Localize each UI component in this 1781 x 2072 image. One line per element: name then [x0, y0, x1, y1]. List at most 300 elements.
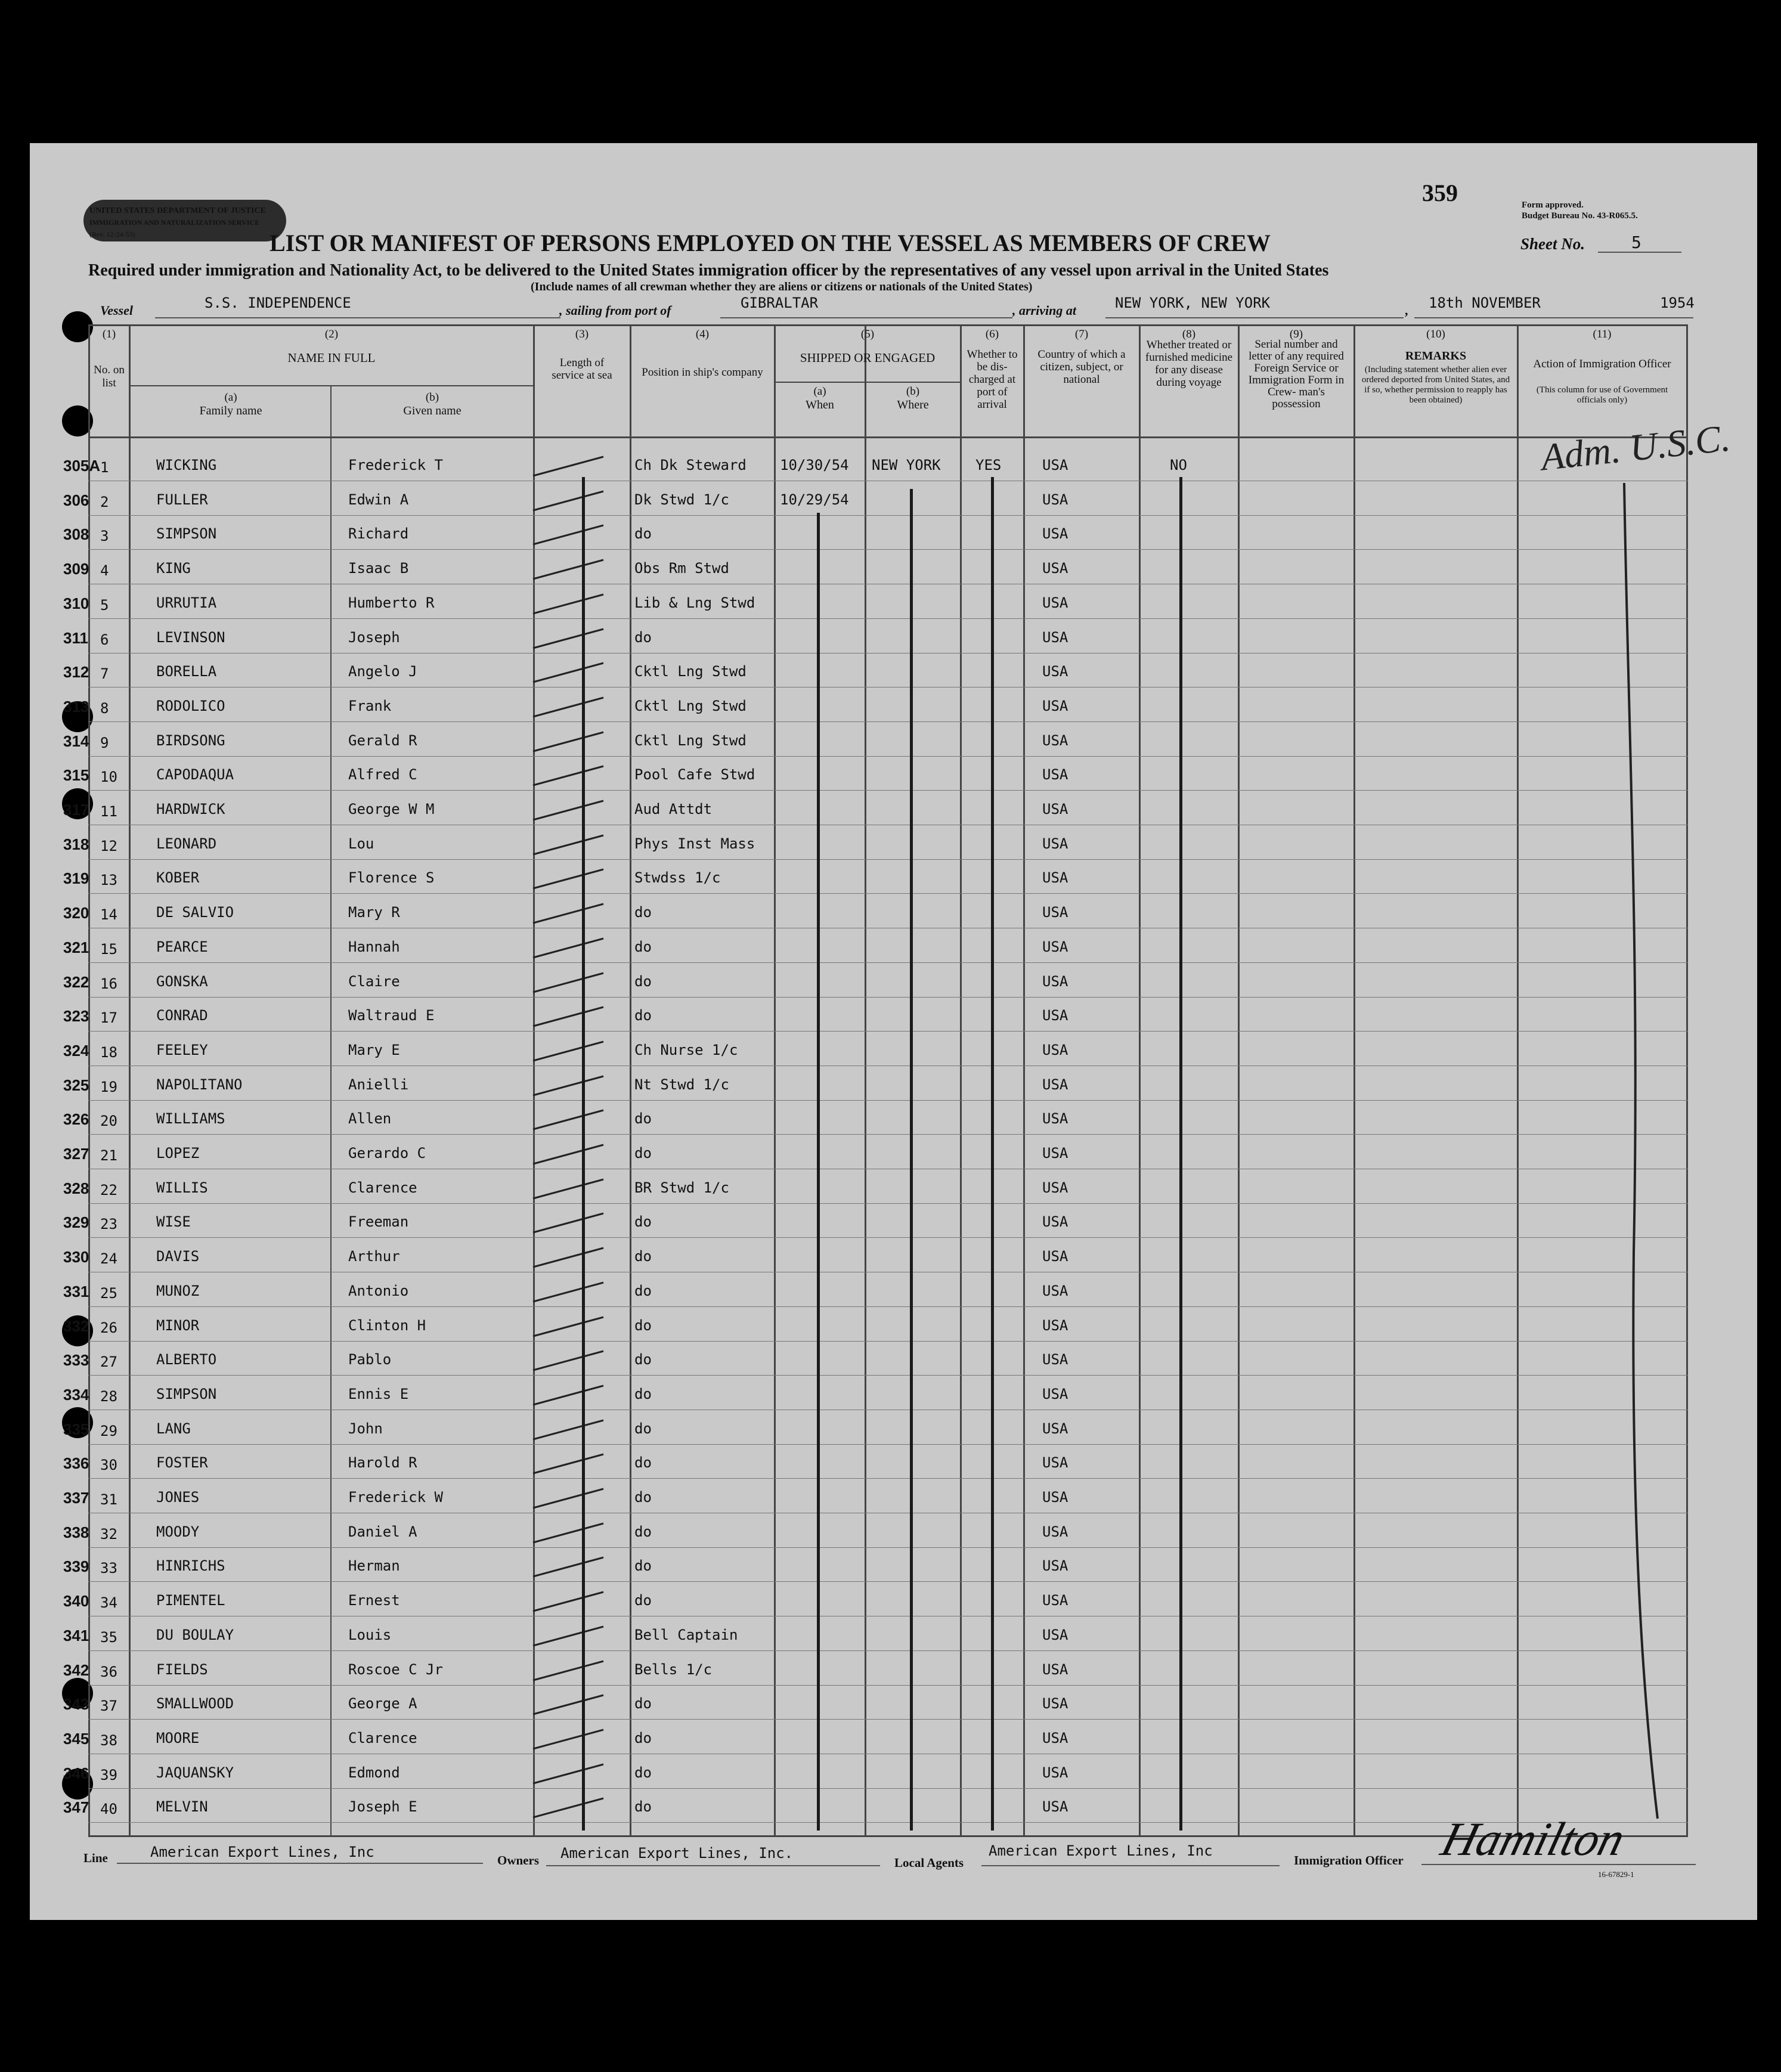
row-number: 23 [100, 1216, 117, 1232]
row-given-name: Clarence [348, 1179, 417, 1196]
row-position: Ch Nurse 1/c [634, 1042, 738, 1058]
row-serial: 326 [63, 1110, 89, 1128]
row-given-name: Daniel A [348, 1523, 417, 1540]
row-number: 18 [100, 1044, 117, 1061]
row-country: USA [1042, 1557, 1068, 1574]
row-family-name: GONSKA [156, 973, 208, 990]
service-tick-mark [531, 1140, 608, 1170]
col1-num: (1) [102, 328, 116, 340]
service-tick-mark [531, 590, 608, 620]
row-given-name: John [348, 1420, 383, 1437]
sheet-number: 5 [1631, 233, 1641, 252]
row-serial: 306 [63, 491, 89, 509]
column-rule [1139, 324, 1141, 1835]
row-country: USA [1042, 491, 1068, 508]
row-number: 15 [100, 941, 117, 958]
row-shipped-where: NEW YORK [872, 457, 941, 473]
row-serial: 346 [63, 1764, 89, 1782]
row-country: USA [1042, 801, 1068, 817]
col6-num: (6) [985, 328, 999, 340]
row-discharge: YES [975, 457, 1002, 473]
row-number: 11 [100, 803, 117, 820]
agents-value: American Export Lines, Inc [989, 1842, 1213, 1859]
redaction-blot [83, 200, 286, 241]
action-bracket-line [1598, 477, 1681, 1842]
row-country: USA [1042, 1454, 1068, 1471]
row-position: do [634, 1007, 652, 1024]
service-tick-mark [531, 1794, 608, 1823]
service-tick-mark [531, 1175, 608, 1204]
row-given-name: Humberto R [348, 594, 435, 611]
row-position: do [634, 904, 652, 921]
header-bottom-rule [88, 436, 1688, 438]
row-rule [88, 1031, 1688, 1032]
col7-num: (7) [1074, 328, 1089, 340]
row-number: 13 [100, 872, 117, 888]
row-serial: 338 [63, 1523, 89, 1541]
col5-label: SHIPPED OR ENGAGED [800, 351, 936, 365]
row-rule [88, 790, 1688, 791]
col5a-letter: (a) [813, 385, 826, 398]
vessel-label: Vessel [100, 303, 133, 318]
column-rule [865, 324, 866, 1835]
row-country: USA [1042, 1351, 1068, 1368]
row-family-name: MINOR [156, 1317, 200, 1334]
discharge-ditto-line [991, 477, 994, 1831]
service-tick-mark [531, 1209, 608, 1238]
column-rule [1238, 324, 1240, 1835]
row-serial: 313 [63, 698, 89, 716]
row-given-name: Clinton H [348, 1317, 426, 1334]
col5-num: (5) [860, 328, 875, 340]
row-serial: 328 [63, 1179, 89, 1197]
row-number: 37 [100, 1698, 117, 1714]
col11-num: (11) [1593, 328, 1612, 340]
row-position: Bell Captain [634, 1627, 738, 1643]
row-family-name: BORELLA [156, 663, 217, 680]
service-tick-mark [531, 693, 608, 723]
row-given-name: Mary E [348, 1042, 400, 1058]
row-number: 1 [100, 459, 109, 476]
row-number: 20 [100, 1113, 117, 1129]
row-family-name: FOSTER [156, 1454, 208, 1471]
col11-label: Action of Immigration Officer [1533, 358, 1671, 370]
row-number: 25 [100, 1285, 117, 1302]
service-ditto-line [582, 477, 585, 1831]
col4-label: Position in ship's company [642, 366, 763, 379]
owners-value: American Export Lines, Inc. [560, 1845, 794, 1862]
service-tick-mark [531, 1381, 608, 1411]
row-position: do [634, 1764, 652, 1781]
col5b-letter: (b) [906, 385, 920, 398]
row-country: USA [1042, 525, 1068, 542]
row-position: do [634, 1557, 652, 1574]
row-rule [88, 1650, 1688, 1651]
row-position: Ch Dk Steward [634, 457, 747, 473]
row-given-name: Florence S [348, 869, 435, 886]
row-number: 8 [100, 700, 109, 717]
row-serial: 329 [63, 1213, 89, 1231]
row-country: USA [1042, 1764, 1068, 1781]
row-family-name: SMALLWOOD [156, 1695, 234, 1712]
row-family-name: KOBER [156, 869, 200, 886]
row-serial: 319 [63, 869, 89, 887]
row-given-name: Ernest [348, 1592, 400, 1609]
service-tick-mark [531, 487, 608, 516]
service-tick-mark [531, 1416, 608, 1445]
row-family-name: MOODY [156, 1523, 200, 1540]
service-tick-mark [531, 831, 608, 860]
service-tick-mark [531, 1278, 608, 1308]
row-serial: 332 [63, 1317, 89, 1335]
row-serial: 322 [63, 973, 89, 991]
row-number: 31 [100, 1491, 117, 1508]
service-tick-mark [531, 796, 608, 826]
row-family-name: URRUTIA [156, 594, 217, 611]
row-family-name: JAQUANSKY [156, 1764, 234, 1781]
row-family-name: BIRDSONG [156, 732, 225, 749]
date-underline [1414, 317, 1693, 318]
row-rule [88, 1134, 1688, 1135]
page-number: 359 [1422, 179, 1458, 206]
row-country: USA [1042, 1213, 1068, 1230]
column-rule [630, 324, 631, 1835]
row-country: USA [1042, 1420, 1068, 1437]
row-family-name: MELVIN [156, 1798, 208, 1815]
row-number: 14 [100, 906, 117, 923]
row-given-name: George W M [348, 801, 435, 817]
service-tick-mark [531, 761, 608, 791]
row-family-name: DE SALVIO [156, 904, 234, 921]
row-position: Aud Attdt [634, 801, 713, 817]
row-serial: 325 [63, 1076, 89, 1094]
row-position: do [634, 1454, 652, 1471]
row-rule [88, 1237, 1688, 1238]
row-rule [88, 1341, 1688, 1342]
row-family-name: KING [156, 560, 191, 577]
row-given-name: Freeman [348, 1213, 409, 1230]
row-serial: 343 [63, 1695, 89, 1713]
row-country: USA [1042, 457, 1068, 473]
sailing-label: , sailing from port of [559, 303, 671, 318]
service-tick-mark [531, 1760, 608, 1789]
row-country: USA [1042, 1283, 1068, 1299]
service-tick-mark [531, 727, 608, 757]
row-serial: 347 [63, 1798, 89, 1816]
row-given-name: Joseph [348, 629, 400, 646]
service-tick-mark [531, 934, 608, 964]
service-tick-mark [531, 1656, 608, 1686]
row-serial: 342 [63, 1661, 89, 1679]
row-given-name: Lou [348, 835, 374, 852]
row-number: 3 [100, 528, 109, 544]
service-tick-mark [531, 1346, 608, 1376]
line-value: American Export Lines, Inc [150, 1844, 374, 1860]
row-given-name: Anielli [348, 1076, 409, 1093]
owners-underline [546, 1865, 880, 1866]
row-shipped-when: 10/29/54 [780, 491, 849, 508]
service-tick-mark [531, 1484, 608, 1514]
row-given-name: Richard [348, 525, 409, 542]
name-split-rule [330, 385, 332, 1835]
row-given-name: Mary R [348, 904, 400, 921]
service-tick-mark [531, 1450, 608, 1479]
col8-label: Whether treated or furnished medicine for any disease during voyage [1145, 339, 1233, 389]
row-position: do [634, 1317, 652, 1334]
service-tick-mark [531, 1519, 608, 1548]
row-country: USA [1042, 835, 1068, 852]
row-country: USA [1042, 1730, 1068, 1746]
row-number: 34 [100, 1594, 117, 1611]
row-given-name: Antonio [348, 1283, 409, 1299]
row-rule [88, 1478, 1688, 1479]
row-rule [88, 1547, 1688, 1548]
row-family-name: FULLER [156, 491, 208, 508]
row-family-name: MOORE [156, 1730, 200, 1746]
row-given-name: Hannah [348, 939, 400, 955]
row-family-name: HARDWICK [156, 801, 225, 817]
col8-num: (8) [1182, 328, 1196, 340]
line-label: Line [83, 1851, 108, 1865]
service-tick-mark [531, 521, 608, 550]
row-family-name: WILLIS [156, 1179, 208, 1196]
row-serial: 310 [63, 594, 89, 612]
row-position: do [634, 629, 652, 646]
row-country: USA [1042, 1627, 1068, 1643]
row-serial: 323 [63, 1007, 89, 1025]
row-number: 27 [100, 1354, 117, 1370]
row-rule [88, 1685, 1688, 1686]
row-rule [88, 1788, 1688, 1789]
row-given-name: Harold R [348, 1454, 417, 1471]
row-position: Pool Cafe Stwd [634, 766, 755, 783]
row-medicine: NO [1170, 457, 1187, 473]
service-tick-mark [531, 899, 608, 929]
row-position: do [634, 1213, 652, 1230]
date-comma: , [1405, 303, 1408, 318]
row-number: 35 [100, 1629, 117, 1646]
row-number: 7 [100, 665, 109, 682]
col9-label: Serial number and letter of any required Foreign Service or Immigration Form in Crew- man's possession [1248, 338, 1345, 410]
sailing-port: GIBRALTAR [741, 295, 819, 311]
row-position: Dk Stwd 1/c [634, 491, 729, 508]
row-serial: 311 [63, 629, 88, 647]
column-rule [1023, 324, 1025, 1835]
service-tick-mark [531, 1725, 608, 1755]
service-tick-mark [531, 555, 608, 585]
row-country: USA [1042, 904, 1068, 921]
budget-bureau: Budget Bureau No. 43-R065.5. [1522, 211, 1638, 221]
row-given-name: Gerald R [348, 732, 417, 749]
row-position: do [634, 525, 652, 542]
row-family-name: LOPEZ [156, 1145, 200, 1162]
row-position: Phys Inst Mass [634, 835, 755, 852]
table-top-rule [88, 324, 1688, 326]
row-position: do [634, 1489, 652, 1506]
owners-label: Owners [497, 1853, 539, 1867]
row-rule [88, 1203, 1688, 1204]
sheet-label: Sheet No. [1520, 235, 1585, 253]
col3-label: Length of service at sea [552, 357, 612, 382]
row-country: USA [1042, 869, 1068, 886]
row-country: USA [1042, 1248, 1068, 1265]
row-serial: 320 [63, 904, 89, 922]
row-family-name: LEVINSON [156, 629, 225, 646]
row-position: Obs Rm Stwd [634, 560, 729, 577]
col2-label: NAME IN FULL [287, 351, 376, 365]
row-country: USA [1042, 698, 1068, 714]
row-position: do [634, 1248, 652, 1265]
row-number: 32 [100, 1526, 117, 1543]
row-serial: 305A [63, 457, 101, 475]
row-country: USA [1042, 594, 1068, 611]
row-position: do [634, 1592, 652, 1609]
col10-num: (10) [1426, 328, 1445, 340]
form-approved: Form approved. [1522, 200, 1584, 210]
row-family-name: RODOLICO [156, 698, 225, 714]
row-number: 12 [100, 838, 117, 854]
row-country: USA [1042, 1661, 1068, 1678]
row-family-name: MUNOZ [156, 1283, 200, 1299]
col3-num: (3) [575, 328, 589, 340]
column-rule [774, 324, 776, 1835]
row-serial: 327 [63, 1145, 89, 1163]
row-number: 2 [100, 494, 109, 510]
where-ditto-line [910, 489, 913, 1831]
row-number: 10 [100, 769, 117, 785]
row-rule [88, 1581, 1688, 1582]
row-country: USA [1042, 1523, 1068, 1540]
row-serial: 335 [63, 1420, 89, 1438]
row-serial: 341 [63, 1627, 89, 1644]
service-tick-mark [531, 1071, 608, 1101]
agents-label: Local Agents [894, 1856, 964, 1870]
service-tick-mark [531, 1690, 608, 1720]
row-family-name: HINRICHS [156, 1557, 225, 1574]
row-given-name: Frederick T [348, 457, 443, 473]
service-tick-mark [531, 1587, 608, 1617]
row-number: 28 [100, 1388, 117, 1405]
service-tick-mark [531, 658, 608, 688]
col2b-label: Given name [403, 404, 461, 417]
row-family-name: WILLIAMS [156, 1110, 225, 1127]
row-position: do [634, 1351, 652, 1368]
row-family-name: SIMPSON [156, 525, 217, 542]
row-family-name: NAPOLITANO [156, 1076, 243, 1093]
row-country: USA [1042, 1145, 1068, 1162]
row-position: Bells 1/c [634, 1661, 713, 1678]
row-family-name: DU BOULAY [156, 1627, 234, 1643]
row-given-name: Claire [348, 973, 400, 990]
row-rule [88, 893, 1688, 894]
service-tick-mark [531, 452, 608, 482]
row-number: 38 [100, 1732, 117, 1749]
row-family-name: PIMENTEL [156, 1592, 225, 1609]
row-serial: 321 [63, 939, 89, 956]
column-rule [1517, 324, 1519, 1835]
row-number: 26 [100, 1320, 117, 1336]
row-rule [88, 859, 1688, 860]
row-rule [88, 618, 1688, 619]
row-rule [88, 962, 1688, 963]
row-country: USA [1042, 1695, 1068, 1712]
row-position: do [634, 1386, 652, 1402]
row-country: USA [1042, 1042, 1068, 1058]
row-position: Lib & Lng Stwd [634, 594, 755, 611]
service-tick-mark [531, 624, 608, 654]
row-position: do [634, 1110, 652, 1127]
row-family-name: WISE [156, 1213, 191, 1230]
row-country: USA [1042, 973, 1068, 990]
row-rule [88, 721, 1688, 722]
service-tick-mark [531, 1243, 608, 1273]
row-rule [88, 756, 1688, 757]
row-position: do [634, 1730, 652, 1746]
row-serial: 339 [63, 1557, 89, 1575]
row-family-name: LANG [156, 1420, 191, 1437]
row-number: 5 [100, 597, 109, 614]
col2a-label: Family name [199, 404, 262, 417]
row-given-name: Herman [348, 1557, 400, 1574]
row-serial: 309 [63, 560, 89, 578]
row-serial: 333 [63, 1351, 89, 1369]
row-given-name: Pablo [348, 1351, 392, 1368]
row-position: do [634, 1283, 652, 1299]
row-family-name: FIELDS [156, 1661, 208, 1678]
medicine-ditto-line [1179, 477, 1182, 1831]
officer-signature: Hamilton [1436, 1813, 1631, 1866]
row-country: USA [1042, 1317, 1068, 1334]
when-ditto-line [817, 513, 820, 1831]
arrival-year: 1954 [1660, 295, 1695, 311]
row-family-name: CAPODAQUA [156, 766, 234, 783]
page-title: LIST OR MANIFEST OF PERSONS EMPLOYED ON THE VESSEL AS MEMBERS OF CREW [270, 230, 1271, 256]
row-serial: 340 [63, 1592, 89, 1610]
row-given-name: Isaac B [348, 560, 409, 577]
row-given-name: Edmond [348, 1764, 400, 1781]
row-serial: 331 [63, 1283, 89, 1300]
column-rule [129, 324, 131, 1835]
row-number: 19 [100, 1079, 117, 1095]
row-family-name: JONES [156, 1489, 200, 1506]
row-family-name: CONRAD [156, 1007, 208, 1024]
row-given-name: Alfred C [348, 766, 417, 783]
row-serial: 336 [63, 1454, 89, 1472]
row-position: Cktl Lng Stwd [634, 663, 747, 680]
row-given-name: Joseph E [348, 1798, 417, 1815]
row-position: do [634, 939, 652, 955]
row-position: do [634, 1695, 652, 1712]
vessel-underline [155, 317, 560, 318]
row-position: do [634, 973, 652, 990]
row-position: Nt Stwd 1/c [634, 1076, 729, 1093]
port-underline [720, 317, 1012, 318]
row-country: USA [1042, 663, 1068, 680]
service-tick-mark [531, 1312, 608, 1342]
row-given-name: Angelo J [348, 663, 417, 680]
service-tick-mark [531, 968, 608, 998]
row-number: 17 [100, 1009, 117, 1026]
row-family-name: SIMPSON [156, 1386, 217, 1402]
service-tick-mark [531, 1622, 608, 1652]
row-given-name: George A [348, 1695, 417, 1712]
service-tick-mark [531, 865, 608, 894]
row-number: 4 [100, 562, 109, 579]
row-position: do [634, 1798, 652, 1815]
row-serial: 334 [63, 1386, 89, 1404]
row-number: 21 [100, 1147, 117, 1164]
row-country: USA [1042, 560, 1068, 577]
